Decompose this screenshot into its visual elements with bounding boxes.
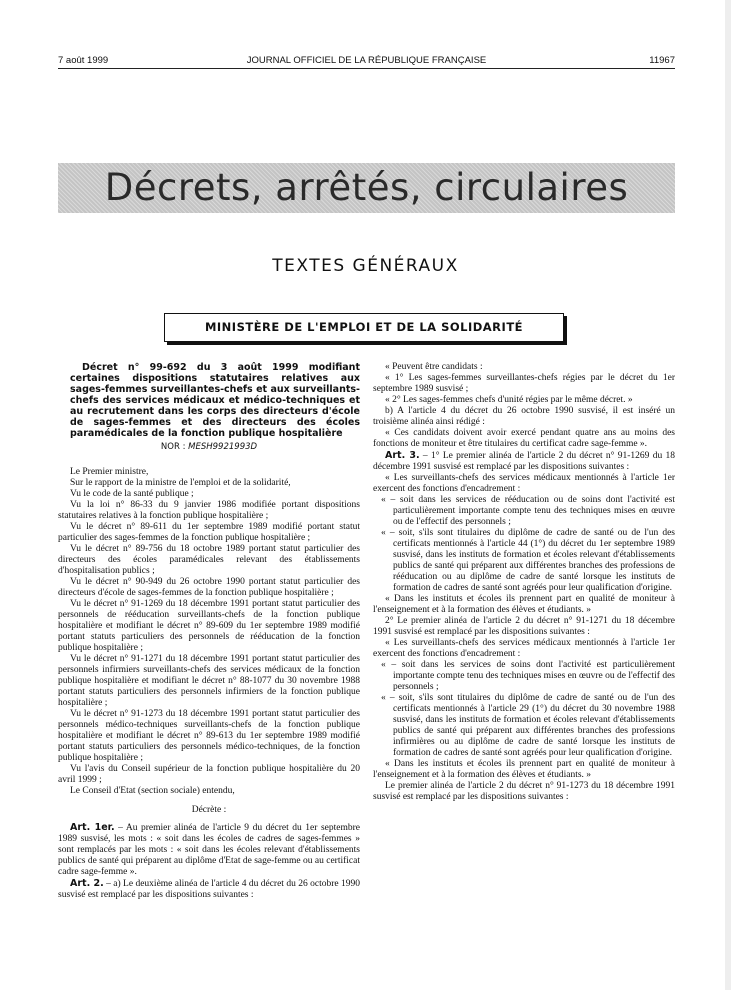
- article-1: [58, 822, 360, 878]
- right-paragraph: b) A l'article 4 du décret du 26 octobre 1990 susvisé, il est inséré un troisième alinéa ainsi rédigé :: [373, 406, 675, 427]
- right-paragraph: « Les surveillants-chefs des services médicaux mentionnés à l'article 1er exercent des fonctions d'encadrement :: [373, 473, 675, 494]
- section-title: TEXTES GÉNÉRAUX: [272, 256, 459, 276]
- visa-paragraph: Vu le décret n° 89-756 du 18 octobre 1989 portant statut particulier des directeurs des écoles paramédicales relevant des établissements d'hospitalisation publics ;: [58, 544, 360, 576]
- visa-paragraph: Vu la loi n° 86-33 du 9 janvier 1986 modifiée portant dispositions statutaires relatives à la fonction publique hospitalière ;: [58, 500, 360, 521]
- visa-paragraph: Vu le décret n° 91-1269 du 18 décembre 1991 portant statut particulier des personnels de rééducation surveillants-chefs de la fonction publique hospitalière et modifiant le décret n° 89-609 du 1er septembre 1989 modifié portant statuts particuliers des personnels de rééducation de la fonction publique hospitalière ;: [58, 599, 360, 653]
- visa-paragraph: Le Conseil d'Etat (section sociale) entendu,: [70, 786, 235, 796]
- scan-edge: [725, 0, 731, 990]
- header-date: 7 août 1999: [58, 55, 109, 66]
- right-paragraph: « Dans les instituts et écoles ils prennent part en qualité de moniteur à l'enseignement et à la formation des élèves et étudiants. »: [373, 594, 675, 615]
- right-paragraph: « Peuvent être candidats :: [385, 362, 483, 372]
- visa-paragraph: Vu le décret n° 89-611 du 1er septembre 1989 modifié portant statut particulier des sages-femmes de la fonction publique hospitalière ;: [58, 522, 360, 543]
- header-journal-title: JOURNAL OFFICIEL DE LA RÉPUBLIQUE FRANÇAISE: [246, 55, 487, 66]
- visa-paragraph: Vu le décret n° 90-949 du 26 octobre 1990 portant statut particulier des directeurs d'école de sages-femmes de la fonction publique hospitalière ;: [58, 577, 360, 598]
- right-paragraph: « Dans les instituts et écoles ils prennent part en qualité de moniteur à l'enseignement et à la formation des élèves et étudiants. »: [373, 759, 675, 780]
- visa-paragraph: Vu l'avis du Conseil supérieur de la fonction publique hospitalière du 20 avril 1999 ;: [58, 764, 360, 785]
- decrete-heading: Décrète :: [191, 805, 227, 815]
- right-list-item: « – soit, s'ils sont titulaires du diplôme de cadre de santé ou de l'un des certificats mentionnés à l'article 44 (1°) du décret du 1er septembre 1989 susvisé, dans les instituts de formation et écoles relevant d'établissements publics de santé qui préparent aux différentes branches des professions de rééducation ou au diplôme de cadre de santé lorsque les instituts de formation de cadres de santé sont agréés pour leur qualification d'origine.: [381, 528, 675, 593]
- visa-paragraph: Vu le décret n° 91-1271 du 18 décembre 1991 portant statut particulier des personnels infirmiers surveillants-chefs des services médicaux de la fonction publique hospitalière et modifiant le décret n° 88-1077 du 30 novembre 1988 portant statuts particuliers des personnels infirmiers de la fonction publique hospitalière ;: [58, 654, 360, 708]
- decree-title: Décret n° 99-692 du 3 août 1999 modifiant certaines dispositions statutaires relatives aux sages-femmes surveillantes-chefs et aux surveillants-chefs des services médicaux et médico-techniques et au recrutement dans les corps des directeurs d'école de sages-femmes et des directeurs des écoles paramédicales de la fonction publique hospitalière: [70, 362, 360, 439]
- right-paragraph: « Les surveillants-chefs des services médicaux mentionnés à l'article 1er exercent des fonctions d'encadrement :: [373, 638, 675, 659]
- visa-paragraph: Le Premier ministre,: [70, 467, 149, 477]
- page-header: [58, 55, 675, 69]
- right-column: [373, 362, 675, 803]
- article-1-label: Art. 1er.: [70, 822, 115, 833]
- article-2-text: – a) Le deuxième alinéa de l'article 4 du décret du 26 octobre 1990 susvisé est remplacé par les dispositions suivantes :: [58, 879, 360, 900]
- article-3: [373, 450, 675, 473]
- article-2-label: Art. 2.: [70, 878, 104, 889]
- left-column: [58, 362, 360, 901]
- article-3-label: Art. 3.: [385, 450, 420, 461]
- visa-paragraph: Vu le code de la santé publique ;: [70, 489, 194, 499]
- nor-code: MESH9921993D: [188, 442, 258, 452]
- nor-label: NOR :: [160, 442, 186, 452]
- right-list-item: « – soit dans les services de rééducation ou de soins dont l'activité est particulièrement importante compte tenu des techniques mises en œuvre ou de l'effectif des personnels ;: [381, 495, 675, 527]
- banner-title: Décrets, arrêtés, circulaires: [104, 166, 629, 209]
- right-list-item: « – soit, s'ils sont titulaires du diplôme de cadre de santé ou de l'un des certificats mentionnés à l'article 29 (1°) du décret du 30 novembre 1988 susvisé, dans les instituts de formation et écoles relevant d'établissements publics de santé qui préparent aux différentes branches des professions infirmières ou au diplôme de cadre de santé lorsque les instituts de formation de cadres de santé sont agréés pour leur qualification d'origine.: [381, 693, 675, 758]
- header-page-number: 11967: [649, 55, 675, 66]
- ministry-box: MINISTÈRE DE L'EMPLOI ET DE LA SOLIDARITÉ: [164, 313, 564, 342]
- right-paragraph: « 2° Les sages-femmes chefs d'unité régies par le même décret. »: [385, 395, 633, 405]
- article-2: [58, 878, 360, 901]
- article-3-text: – 1° Le premier alinéa de l'article 2 du décret n° 91-1269 du 18 décembre 1991 susvisé est remplacé par les dispositions suivantes :: [373, 451, 675, 472]
- right-list-item: « – soit dans les services de soins dont l'activité est particulièrement importante compte tenu des techniques mises en œuvre ou de l'effectif des personnels ;: [381, 660, 675, 692]
- visa-paragraph: Vu le décret n° 91-1273 du 18 décembre 1991 portant statut particulier des personnels médico-techniques surveillants-chefs de la fonction publique hospitalière et modifiant le décret n° 89-613 du 1er septembre 1989 modifié portant statuts particuliers des personnels médico-techniques, de la fonction publique hospitalière ;: [58, 709, 360, 763]
- section-banner: [58, 163, 675, 213]
- visa-paragraph: Sur le rapport de la ministre de l'emploi et de la solidarité,: [70, 478, 291, 488]
- nor-reference: [58, 442, 360, 453]
- article-1-text: – Au premier alinéa de l'article 9 du décret du 1er septembre 1989 susvisé, les mots : « soit dans les écoles de cadres de sages-femmes » sont remplacés par les mots : « soit dans les écoles relevant d'établissements publics de santé qui préparent au diplôme d'Etat de sage-femme ou au certificat cadre sage-femme ».: [58, 823, 360, 877]
- right-paragraph: Le premier alinéa de l'article 2 du décret n° 91-1273 du 18 décembre 1991 susvisé est remplacé par les dispositions suivantes :: [373, 781, 675, 802]
- right-paragraph: « 1° Les sages-femmes surveillantes-chefs régies par le décret du 1er septembre 1989 susvisé ;: [373, 373, 675, 394]
- right-paragraph: 2° Le premier alinéa de l'article 2 du décret n° 91-1271 du 18 décembre 1991 susvisé est remplacé par les dispositions suivantes :: [373, 616, 675, 637]
- header-rule: [58, 68, 675, 69]
- right-paragraph: « Ces candidats doivent avoir exercé pendant quatre ans au moins des fonctions de moniteur et être titulaires du certificat cadre sage-femme ».: [373, 428, 675, 449]
